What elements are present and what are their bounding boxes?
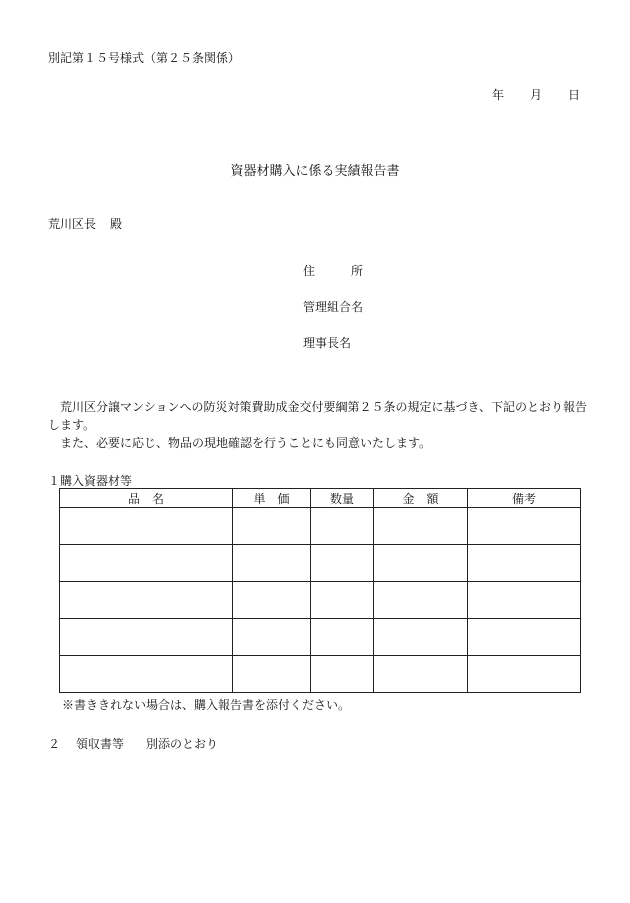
table-row bbox=[60, 545, 581, 582]
col-header-item-name: 品 名 bbox=[60, 489, 233, 508]
col-header-unit-price: 単 価 bbox=[233, 489, 311, 508]
section2 bbox=[48, 735, 218, 752]
table-cell-remarks[interactable] bbox=[468, 545, 581, 582]
section2-number: ２ bbox=[48, 737, 61, 751]
date-month-label: 月 bbox=[529, 88, 542, 102]
table-cell-unit-price[interactable] bbox=[233, 656, 311, 693]
table-cell-item-name[interactable] bbox=[60, 508, 233, 545]
table-cell-item-name[interactable] bbox=[60, 656, 233, 693]
address-label bbox=[303, 262, 363, 279]
table-cell-quantity[interactable] bbox=[311, 545, 374, 582]
col-header-remarks: 備考 bbox=[468, 489, 581, 508]
addressee-honorific: 殿 bbox=[110, 217, 123, 231]
date-line bbox=[492, 86, 580, 103]
table-cell-quantity[interactable] bbox=[311, 582, 374, 619]
table-row bbox=[60, 582, 581, 619]
table-row bbox=[60, 656, 581, 693]
table-row bbox=[60, 619, 581, 656]
table-cell-amount[interactable] bbox=[374, 582, 468, 619]
table-cell-unit-price[interactable] bbox=[233, 619, 311, 656]
col-header-amount: 金 額 bbox=[374, 489, 468, 508]
address-label-second: 所 bbox=[351, 264, 364, 278]
table-header-row bbox=[60, 489, 581, 508]
table-cell-amount[interactable] bbox=[374, 656, 468, 693]
section2-value: 別添のとおり bbox=[146, 737, 219, 751]
table-cell-quantity[interactable] bbox=[311, 656, 374, 693]
address-label-first: 住 bbox=[303, 264, 316, 278]
table-cell-remarks[interactable] bbox=[468, 619, 581, 656]
section2-label: 領収書等 bbox=[76, 737, 125, 751]
addressee-name: 荒川区長 bbox=[48, 217, 97, 231]
table-cell-quantity[interactable] bbox=[311, 619, 374, 656]
table-cell-item-name[interactable] bbox=[60, 582, 233, 619]
date-day-label: 日 bbox=[567, 88, 580, 102]
addressee bbox=[48, 215, 122, 232]
table-cell-quantity[interactable] bbox=[311, 508, 374, 545]
body-paragraph-2: また、必要に応じ、物品の現地確認を行うことにも同意いたします。 bbox=[60, 436, 432, 450]
table-cell-amount[interactable] bbox=[374, 619, 468, 656]
body-text bbox=[48, 398, 588, 452]
table-cell-unit-price[interactable] bbox=[233, 582, 311, 619]
table-cell-remarks[interactable] bbox=[468, 582, 581, 619]
form-number: 別記第１５号様式（第２５条関係） bbox=[48, 51, 241, 65]
representative-label: 理事長名 bbox=[303, 336, 352, 350]
table-row bbox=[60, 508, 581, 545]
table-cell-amount[interactable] bbox=[374, 545, 468, 582]
table-cell-amount[interactable] bbox=[374, 508, 468, 545]
col-header-quantity: 数量 bbox=[311, 489, 374, 508]
org-name-label: 管理組合名 bbox=[303, 300, 364, 314]
materials-table bbox=[59, 488, 581, 693]
table-note: ※書ききれない場合は、購入報告書を添付ください。 bbox=[62, 698, 351, 712]
body-paragraph-1: 荒川区分譲マンションへの防災対策費助成金交付要綱第２５条の規定に基づき、下記のとおり報告します。 bbox=[48, 400, 587, 432]
table-cell-unit-price[interactable] bbox=[233, 545, 311, 582]
table-cell-item-name[interactable] bbox=[60, 619, 233, 656]
date-year-label: 年 bbox=[491, 88, 504, 102]
table-cell-item-name[interactable] bbox=[60, 545, 233, 582]
table-cell-remarks[interactable] bbox=[468, 656, 581, 693]
table-cell-unit-price[interactable] bbox=[233, 508, 311, 545]
section1-title: １購入資器材等 bbox=[48, 474, 133, 488]
document-title: 資器材購入に係る実績報告書 bbox=[230, 164, 400, 179]
table-cell-remarks[interactable] bbox=[468, 508, 581, 545]
